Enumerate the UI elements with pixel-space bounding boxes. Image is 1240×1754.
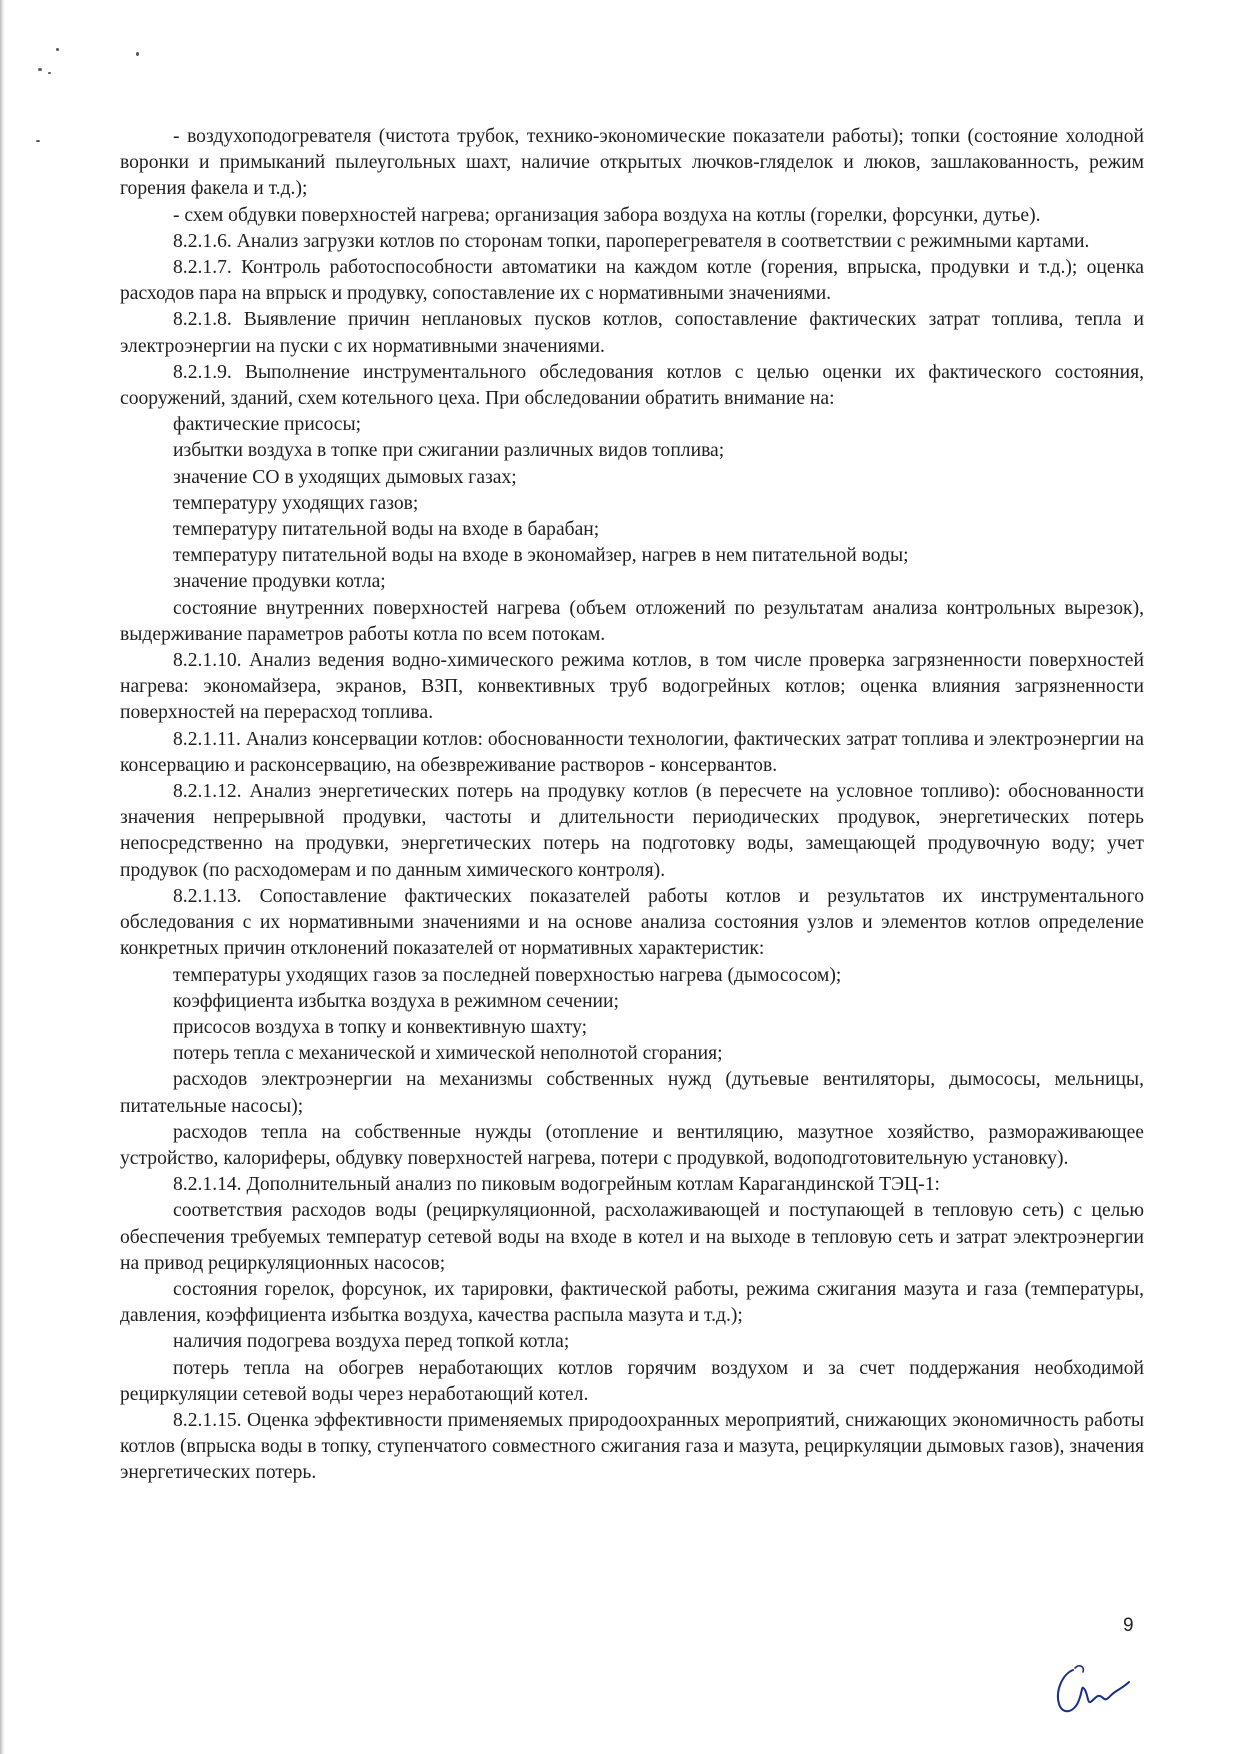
paragraph: 8.2.1.15. Оценка эффективности применяемых природоохранных мероприятий, снижающих экономичность работы котлов (впрыска воды в топку, ступенчатого совместного сжигания газа и мазута, рециркуляции дымовых газов), значения энергетических потерь. xyxy=(120,1409,1144,1484)
scan-speck xyxy=(48,72,51,74)
list-item: значение продувки котла; xyxy=(173,571,386,593)
list-item: присосов воздуха в топку и конвективную шахту; xyxy=(173,1016,588,1038)
list-item: коэффициента избытка воздуха в режимном сечении; xyxy=(173,990,619,1012)
paragraph: 8.2.1.14. Дополнительный анализ по пиковым водогрейным котлам Карагандинской ТЭЦ-1: xyxy=(173,1174,940,1196)
paragraph: 8.2.1.11. Анализ консервации котлов: обоснованности технологии, фактических затрат топлива и электроэнергии на консервацию и расконсервацию, на обезвреживание растворов - консервантов. xyxy=(120,728,1144,776)
list-item: соответствия расходов воды (рециркуляционной, расхолаживающей и поступающей в тепловую сеть) с целью обеспечения требуемых температур сетевой воды на входе в котел и на выходе в тепловую сеть и затрат электроэнергии на привод рециркуляционных насосов; xyxy=(120,1200,1144,1274)
scan-edge xyxy=(0,0,5,1754)
list-item: наличия подогрева воздуха перед топкой котла; xyxy=(173,1331,570,1353)
list-item: фактические присосы; xyxy=(173,414,362,436)
list-item: расходов тепла на собственные нужды (отопление и вентиляцию, мазутное хозяйство, размораживающее устройство, калориферы, обдувку поверхностей нагрева, потери с продувкой, водоподготовительную установку). xyxy=(120,1121,1144,1169)
list-item: температуру уходящих газов; xyxy=(173,492,419,514)
list-item: избытки воздуха в топке при сжигании различных видов топлива; xyxy=(173,440,725,462)
scan-speck xyxy=(38,68,42,71)
paragraph: 8.2.1.12. Анализ энергетических потерь на продувку котлов (в пересчете на условное топливо): обоснованности значения непрерывной продувки, частоты и длительности периодических продувок, энергетических потерь непосредственно на продувки, энергетических потерь на подготовку воды, замещающей продувочную воду; учет продувок (по расходомерам и по данным химического контроля). xyxy=(120,781,1144,881)
paragraph: - воздухоподогревателя (чистота трубок, технико-экономические показатели работы); топки (состояние холодной воронки и примыканий пылеугольных шахт, наличие открытых лючков-гляделок и люков, зашлакованность, режим горения факела и т.д.); xyxy=(120,126,1144,200)
list-item: расходов электроэнергии на механизмы собственных нужд (дутьевые вентиляторы, дымососы, мельницы, питательные насосы); xyxy=(120,1069,1144,1117)
list-item: значение СО в уходящих дымовых газах; xyxy=(173,466,517,488)
paragraph: 8.2.1.9. Выполнение инструментального обследования котлов с целью оценки их фактического состояния, сооружений, зданий, схем котельного цеха. При обследовании обратить внимание на: xyxy=(120,361,1144,410)
list-item: потерь тепла с механической и химической неполнотой сгорания; xyxy=(173,1043,723,1065)
paragraph: - схем обдувки поверхностей нагрева; организация забора воздуха на котлы (горелки, форсунки, дутье). xyxy=(173,204,1041,226)
handwritten-signature-icon xyxy=(1045,1660,1131,1720)
paragraph: 8.2.1.6. Анализ загрузки котлов по сторонам топки, пароперегревателя в соответствии с режимными картами. xyxy=(173,230,1090,252)
paragraph: 8.2.1.13. Сопоставление фактических показателей работы котлов и результатов их инструментального обследования с их нормативными значениями и на основе анализа состояния узлов и элементов котлов определение конкретных причин отклонений показателей от нормативных характеристик: xyxy=(120,885,1144,960)
list-item: потерь тепла на обогрев неработающих котлов горячим воздухом и за счет поддержания необходимой рециркуляции сетевой воды через неработающий котел. xyxy=(120,1357,1144,1405)
list-item: температуру питательной воды на входе в экономайзер, нагрев в нем питательной воды; xyxy=(173,545,909,567)
list-item: температуру питательной воды на входе в барабан; xyxy=(173,519,600,541)
page-body xyxy=(120,124,1144,1487)
paragraph: 8.2.1.7. Контроль работоспособности автоматики на каждом котле (горения, впрыска, продувки и т.д.); оценка расходов пара на впрыск и продувку, сопоставление их с нормативными значениями. xyxy=(120,257,1144,305)
paragraph: 8.2.1.8. Выявление причин неплановых пусков котлов, сопоставление фактических затрат топлива, тепла и электроэнергии на пуски с их нормативными значениями. xyxy=(120,309,1144,357)
page-number: 9 xyxy=(1123,1615,1134,1636)
list-item: состояние внутренних поверхностей нагрева (объем отложений по результатам анализа контрольных вырезок), выдерживание параметров работы котла по всем потокам. xyxy=(120,597,1144,645)
scan-speck xyxy=(36,140,40,142)
list-item: температуры уходящих газов за последней поверхностью нагрева (дымососом); xyxy=(173,964,842,986)
scan-speck xyxy=(136,52,139,56)
paragraph: 8.2.1.10. Анализ ведения водно-химического режима котлов, в том числе проверка загрязненности поверхностей нагрева: экономайзера, экранов, ВЗП, конвективных труб водогрейных котлов; оценка влияния загрязненности поверхностей на перерасход топлива. xyxy=(120,650,1144,724)
scan-speck xyxy=(56,48,59,51)
list-item: состояния горелок, форсунок, их тарировки, фактической работы, режима сжигания мазута и газа (температуры, давления, коэффициента избытка воздуха, качества распыла мазута и т.д.); xyxy=(120,1278,1144,1327)
